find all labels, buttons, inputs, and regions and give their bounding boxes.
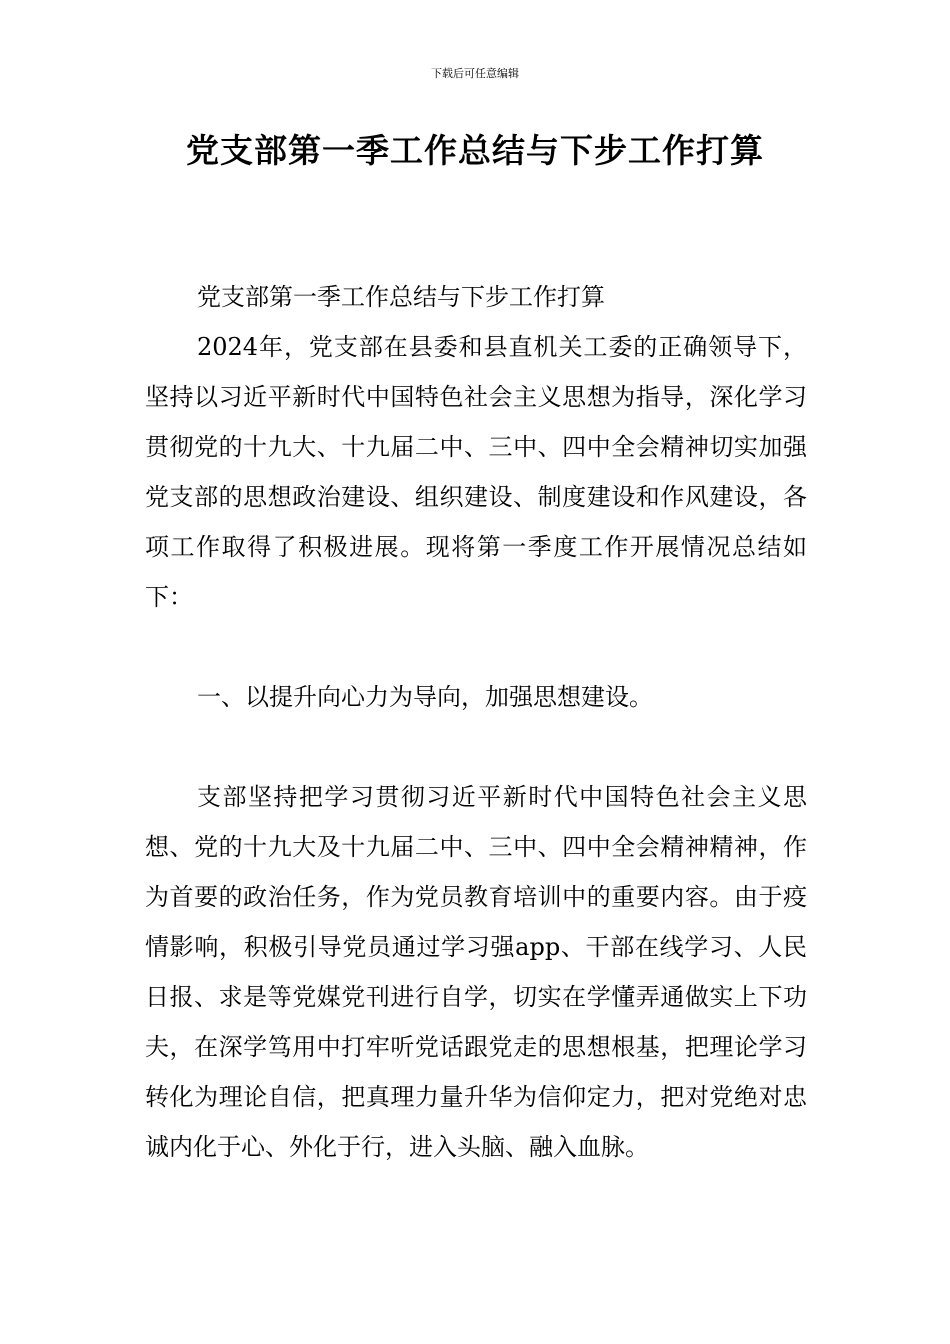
header-note: 下载后可任意编辑	[431, 67, 519, 80]
document-subtitle: 党支部第一季工作总结与下步工作打算	[197, 283, 605, 311]
document-title: 党支部第一季工作总结与下步工作打算	[186, 131, 764, 170]
section-1-paragraph: 支部坚持把学习贯彻习近平新时代中国特色社会主义思想、党的十九大及十九届二中、三中、四中全会精神精神，作为首要的政治任务，作为党员教育培训中的重要内容。由于疫情影响，积极引导党员通过学习强app、干部在线学习、人民日报、求是等党媒党刊进行自学，切实在学懂弄通做实上下功夫，在深学笃用中打牢听党话跟党走的思想根基，把理论学习转化为理论自信，把真理力量升华为信仰定力，把对党绝对忠诚内化于心、外化于行，进入头脑、融入血脉。	[145, 783, 807, 1161]
section-1-heading-block	[145, 672, 807, 722]
section-1-body-block	[145, 772, 807, 1172]
intro-block	[145, 272, 807, 622]
intro-paragraph: 2024年，党支部在县委和县直机关工委的正确领导下，坚持以习近平新时代中国特色社会主义思想为指导，深化学习贯彻党的十九大、十九届二中、三中、四中全会精神切实加强党支部的思想政治建设、组织建设、制度建设和作风建设，各项工作取得了积极进展。现将第一季度工作开展情况总结如下：	[145, 333, 807, 611]
section-1-heading: 一、以提升向心力为导向，加强思想建设。	[197, 683, 653, 711]
